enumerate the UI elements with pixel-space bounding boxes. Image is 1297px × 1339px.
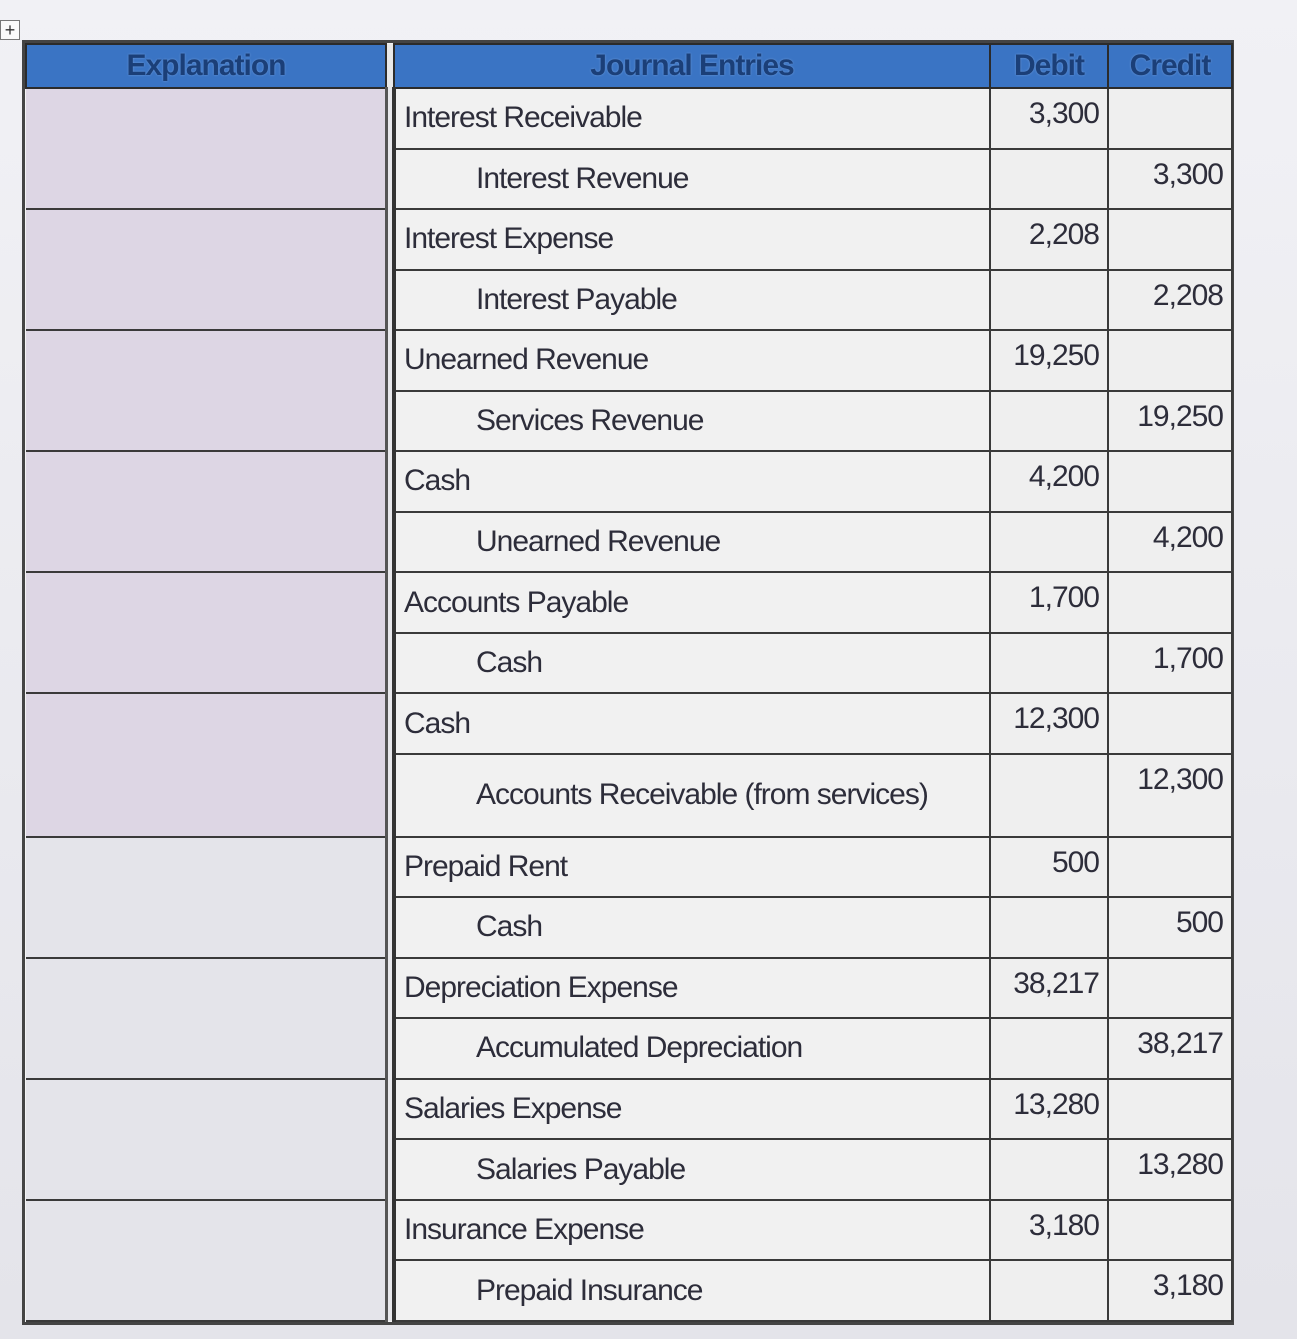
journal-entry-cell[interactable]: Depreciation Expense: [394, 958, 990, 1019]
debit-cell[interactable]: 1,700: [990, 572, 1108, 633]
header-row: [26, 44, 1232, 88]
credit-cell[interactable]: [1108, 837, 1232, 898]
debit-cell[interactable]: 19,250: [990, 330, 1108, 391]
journal-grid: [22, 40, 1234, 1325]
column-gap: [386, 1200, 394, 1321]
journal-entry-cell[interactable]: Accumulated Depreciation: [394, 1018, 990, 1079]
journal-entry-cell[interactable]: Insurance Expense: [394, 1200, 990, 1261]
journal-entry-cell[interactable]: Cash: [394, 451, 990, 512]
column-gap: [386, 958, 394, 1079]
column-gap: [386, 693, 394, 836]
table-row: [26, 209, 1232, 270]
credit-cell[interactable]: 1,700: [1108, 633, 1232, 694]
header-gap: [386, 44, 394, 88]
journal-rows: [26, 88, 1232, 1321]
journal-entry-cell[interactable]: Unearned Revenue: [394, 330, 990, 391]
column-gap: [386, 209, 394, 330]
debit-cell[interactable]: [990, 149, 1108, 210]
debit-cell[interactable]: [990, 1260, 1108, 1321]
journal-entry-cell[interactable]: Prepaid Rent: [394, 837, 990, 898]
explanation-cell[interactable]: [26, 88, 386, 209]
credit-cell[interactable]: 19,250: [1108, 391, 1232, 452]
credit-cell[interactable]: [1108, 88, 1232, 149]
journal-entry-cell[interactable]: Interest Receivable: [394, 88, 990, 149]
move-handle-icon[interactable]: +: [0, 20, 20, 40]
credit-cell[interactable]: 3,300: [1108, 149, 1232, 210]
credit-cell[interactable]: 500: [1108, 897, 1232, 958]
column-gap: [386, 330, 394, 451]
table-row: [26, 1079, 1232, 1140]
explanation-cell[interactable]: [26, 958, 386, 1079]
debit-cell[interactable]: 12,300: [990, 693, 1108, 754]
explanation-cell[interactable]: [26, 1079, 386, 1200]
credit-cell[interactable]: 2,208: [1108, 270, 1232, 331]
column-gap: [386, 837, 394, 958]
table-row: [26, 1200, 1232, 1261]
credit-cell[interactable]: [1108, 451, 1232, 512]
journal-entry-cell[interactable]: Unearned Revenue: [394, 512, 990, 573]
debit-cell[interactable]: 500: [990, 837, 1108, 898]
table-row: [26, 88, 1232, 149]
debit-cell[interactable]: 3,300: [990, 88, 1108, 149]
credit-cell[interactable]: [1108, 958, 1232, 1019]
header-credit: Credit: [1108, 44, 1232, 88]
explanation-cell[interactable]: [26, 330, 386, 451]
table-row: [26, 572, 1232, 633]
header-debit: Debit: [990, 44, 1108, 88]
credit-cell[interactable]: 4,200: [1108, 512, 1232, 573]
journal-table: [25, 43, 1233, 1322]
header-journal-entries: Journal Entries: [394, 44, 990, 88]
journal-entry-cell[interactable]: Services Revenue: [394, 391, 990, 452]
header-explanation: Explanation: [26, 44, 386, 88]
debit-cell[interactable]: [990, 270, 1108, 331]
debit-cell[interactable]: [990, 1139, 1108, 1200]
debit-cell[interactable]: [990, 1018, 1108, 1079]
explanation-cell[interactable]: [26, 1200, 386, 1321]
table-row: [26, 693, 1232, 754]
journal-entry-cell[interactable]: Accounts Receivable (from services): [394, 754, 990, 837]
explanation-cell[interactable]: [26, 572, 386, 693]
credit-cell[interactable]: 13,280: [1108, 1139, 1232, 1200]
table-row: [26, 330, 1232, 391]
journal-entry-cell[interactable]: Interest Revenue: [394, 149, 990, 210]
debit-cell[interactable]: 13,280: [990, 1079, 1108, 1140]
debit-cell[interactable]: [990, 897, 1108, 958]
journal-entry-cell[interactable]: Cash: [394, 633, 990, 694]
credit-cell[interactable]: 3,180: [1108, 1260, 1232, 1321]
credit-cell[interactable]: [1108, 572, 1232, 633]
credit-cell[interactable]: 12,300: [1108, 754, 1232, 837]
credit-cell[interactable]: 38,217: [1108, 1018, 1232, 1079]
debit-cell[interactable]: 38,217: [990, 958, 1108, 1019]
explanation-cell[interactable]: [26, 209, 386, 330]
journal-entry-cell[interactable]: Cash: [394, 693, 990, 754]
debit-cell[interactable]: [990, 633, 1108, 694]
explanation-cell[interactable]: [26, 693, 386, 836]
column-gap: [386, 88, 394, 209]
journal-entry-cell[interactable]: Salaries Payable: [394, 1139, 990, 1200]
explanation-cell[interactable]: [26, 451, 386, 572]
journal-entry-cell[interactable]: Salaries Expense: [394, 1079, 990, 1140]
credit-cell[interactable]: [1108, 693, 1232, 754]
debit-cell[interactable]: 3,180: [990, 1200, 1108, 1261]
journal-entry-cell[interactable]: Accounts Payable: [394, 572, 990, 633]
credit-cell[interactable]: [1108, 1200, 1232, 1261]
column-gap: [386, 1079, 394, 1200]
credit-cell[interactable]: [1108, 209, 1232, 270]
debit-cell[interactable]: [990, 512, 1108, 573]
column-gap: [386, 451, 394, 572]
column-gap: [386, 572, 394, 693]
table-row: [26, 451, 1232, 512]
credit-cell[interactable]: [1108, 1079, 1232, 1140]
journal-entry-cell[interactable]: Interest Payable: [394, 270, 990, 331]
table-row: [26, 837, 1232, 898]
table-row: [26, 958, 1232, 1019]
debit-cell[interactable]: [990, 754, 1108, 837]
debit-cell[interactable]: 2,208: [990, 209, 1108, 270]
journal-entry-cell[interactable]: Cash: [394, 897, 990, 958]
debit-cell[interactable]: [990, 391, 1108, 452]
credit-cell[interactable]: [1108, 330, 1232, 391]
journal-entry-cell[interactable]: Prepaid Insurance: [394, 1260, 990, 1321]
explanation-cell[interactable]: [26, 837, 386, 958]
journal-entry-cell[interactable]: Interest Expense: [394, 209, 990, 270]
debit-cell[interactable]: 4,200: [990, 451, 1108, 512]
